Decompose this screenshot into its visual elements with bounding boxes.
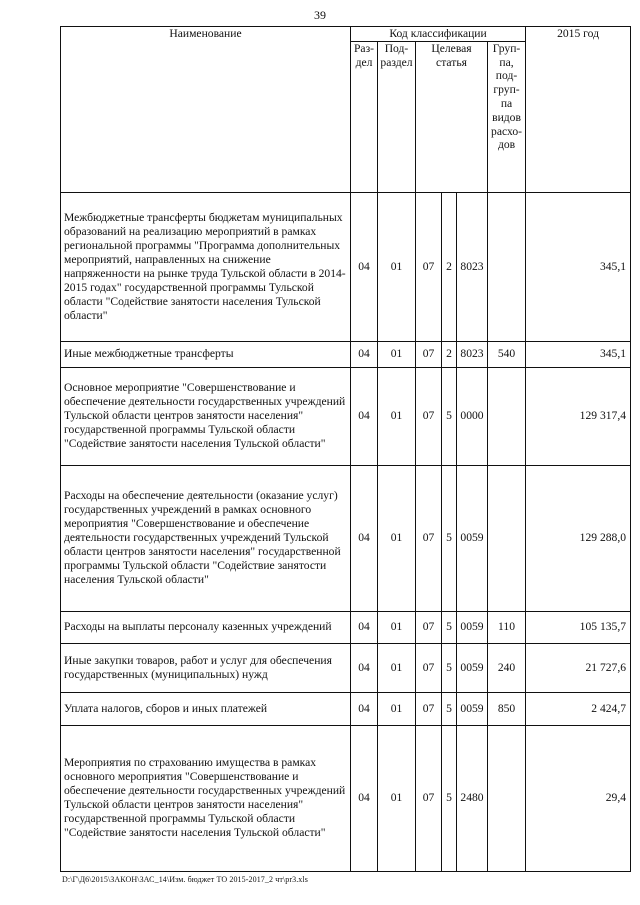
row-group: 110 <box>488 611 526 643</box>
file-path-footer: D:\Г\Д6\2015\ЗАКОН\ЗАС_14\Изм. бюджет ТО 2015-2017_2 чт\pr3.xls <box>62 875 308 884</box>
budget-table <box>60 26 631 872</box>
row-group: 850 <box>488 692 526 725</box>
row-section: 04 <box>351 692 378 725</box>
row-subsection: 01 <box>378 611 416 643</box>
row-target-3: 0000 <box>457 367 488 465</box>
row-amount: 29,4 <box>526 725 631 871</box>
row-section: 04 <box>351 643 378 692</box>
row-amount: 129 288,0 <box>526 465 631 611</box>
row-name: Расходы на выплаты персоналу казенных учреждений <box>61 611 351 643</box>
header-classification: Код классификации <box>351 27 526 42</box>
table-row <box>61 341 631 367</box>
row-target-2: 5 <box>442 725 457 871</box>
row-target-1: 07 <box>416 643 442 692</box>
row-subsection: 01 <box>378 367 416 465</box>
row-subsection: 01 <box>378 643 416 692</box>
table-row <box>61 692 631 725</box>
row-target-3: 0059 <box>457 465 488 611</box>
row-subsection: 01 <box>378 725 416 871</box>
row-target-2: 5 <box>442 465 457 611</box>
row-name: Мероприятия по страхованию имущества в рамках основного мероприятия "Совершенствование и обеспечение деятельности государственных учреждений Тульской области центров занятости населения" государственной программы Тульской области "Содействие занятости населения Тульской области" <box>61 725 351 871</box>
row-target-3: 0059 <box>457 643 488 692</box>
row-group <box>488 465 526 611</box>
row-subsection: 01 <box>378 341 416 367</box>
row-section: 04 <box>351 465 378 611</box>
row-target-2: 2 <box>442 192 457 341</box>
page-number: 39 <box>314 8 326 22</box>
row-target-3: 0059 <box>457 611 488 643</box>
row-section: 04 <box>351 192 378 341</box>
row-section: 04 <box>351 367 378 465</box>
row-target-1: 07 <box>416 192 442 341</box>
row-amount: 345,1 <box>526 341 631 367</box>
row-amount: 2 424,7 <box>526 692 631 725</box>
row-target-2: 5 <box>442 692 457 725</box>
row-target-1: 07 <box>416 692 442 725</box>
header-section: Раз-дел <box>351 41 378 192</box>
header-target-article: Целевая статья <box>416 41 488 192</box>
row-target-3: 0059 <box>457 692 488 725</box>
table-row <box>61 725 631 871</box>
row-name: Основное мероприятие "Совершенствование и обеспечение деятельности государственных учреждений Тульской области центров занятости населения" государственной программы Тульской области "Содействие занятости населения Тульской области" <box>61 367 351 465</box>
row-target-2: 5 <box>442 611 457 643</box>
row-target-3: 8023 <box>457 341 488 367</box>
table-row <box>61 611 631 643</box>
row-section: 04 <box>351 725 378 871</box>
row-target-1: 07 <box>416 367 442 465</box>
row-target-1: 07 <box>416 341 442 367</box>
row-subsection: 01 <box>378 692 416 725</box>
row-group <box>488 725 526 871</box>
row-subsection: 01 <box>378 192 416 341</box>
row-group: 240 <box>488 643 526 692</box>
row-target-1: 07 <box>416 465 442 611</box>
row-target-1: 07 <box>416 611 442 643</box>
row-target-2: 5 <box>442 643 457 692</box>
table-row <box>61 465 631 611</box>
row-target-3: 2480 <box>457 725 488 871</box>
row-group: 540 <box>488 341 526 367</box>
row-amount: 345,1 <box>526 192 631 341</box>
row-group <box>488 192 526 341</box>
row-subsection: 01 <box>378 465 416 611</box>
row-amount: 21 727,6 <box>526 643 631 692</box>
row-amount: 129 317,4 <box>526 367 631 465</box>
table-row <box>61 192 631 341</box>
header-subsection: Под-раздел <box>378 41 416 192</box>
row-name: Иные закупки товаров, работ и услуг для обеспечения государственных (муниципальных) нужд <box>61 643 351 692</box>
table-row <box>61 367 631 465</box>
row-target-2: 5 <box>442 367 457 465</box>
table-row <box>61 643 631 692</box>
row-name: Иные межбюджетные трансферты <box>61 341 351 367</box>
row-target-1: 07 <box>416 725 442 871</box>
header-expense-group: Груп-па, под-груп-па видов расхо-дов <box>488 41 526 192</box>
row-target-3: 8023 <box>457 192 488 341</box>
row-target-2: 2 <box>442 341 457 367</box>
header-name: Наименование <box>61 27 351 193</box>
row-name: Уплата налогов, сборов и иных платежей <box>61 692 351 725</box>
row-name: Межбюджетные трансферты бюджетам муниципальных образований на реализацию мероприятий в рамках региональной программы "Программа дополнительных мероприятий, направленных на снижение напряженности на рынке труда Тульской области в 2014-2015 годах" государственной программы Тульской области "Содействие занятости населения Тульской области" <box>61 192 351 341</box>
header-year: 2015 год <box>526 27 631 193</box>
row-section: 04 <box>351 341 378 367</box>
row-group <box>488 367 526 465</box>
row-section: 04 <box>351 611 378 643</box>
row-amount: 105 135,7 <box>526 611 631 643</box>
row-name: Расходы на обеспечение деятельности (оказание услуг) государственных учреждений в рамках основного мероприятия "Совершенствование и обеспечение деятельности государственных учреждений Тульской области центров занятости населения" государственной программы Тульской области "Содействие занятости населения Тульской области" <box>61 465 351 611</box>
